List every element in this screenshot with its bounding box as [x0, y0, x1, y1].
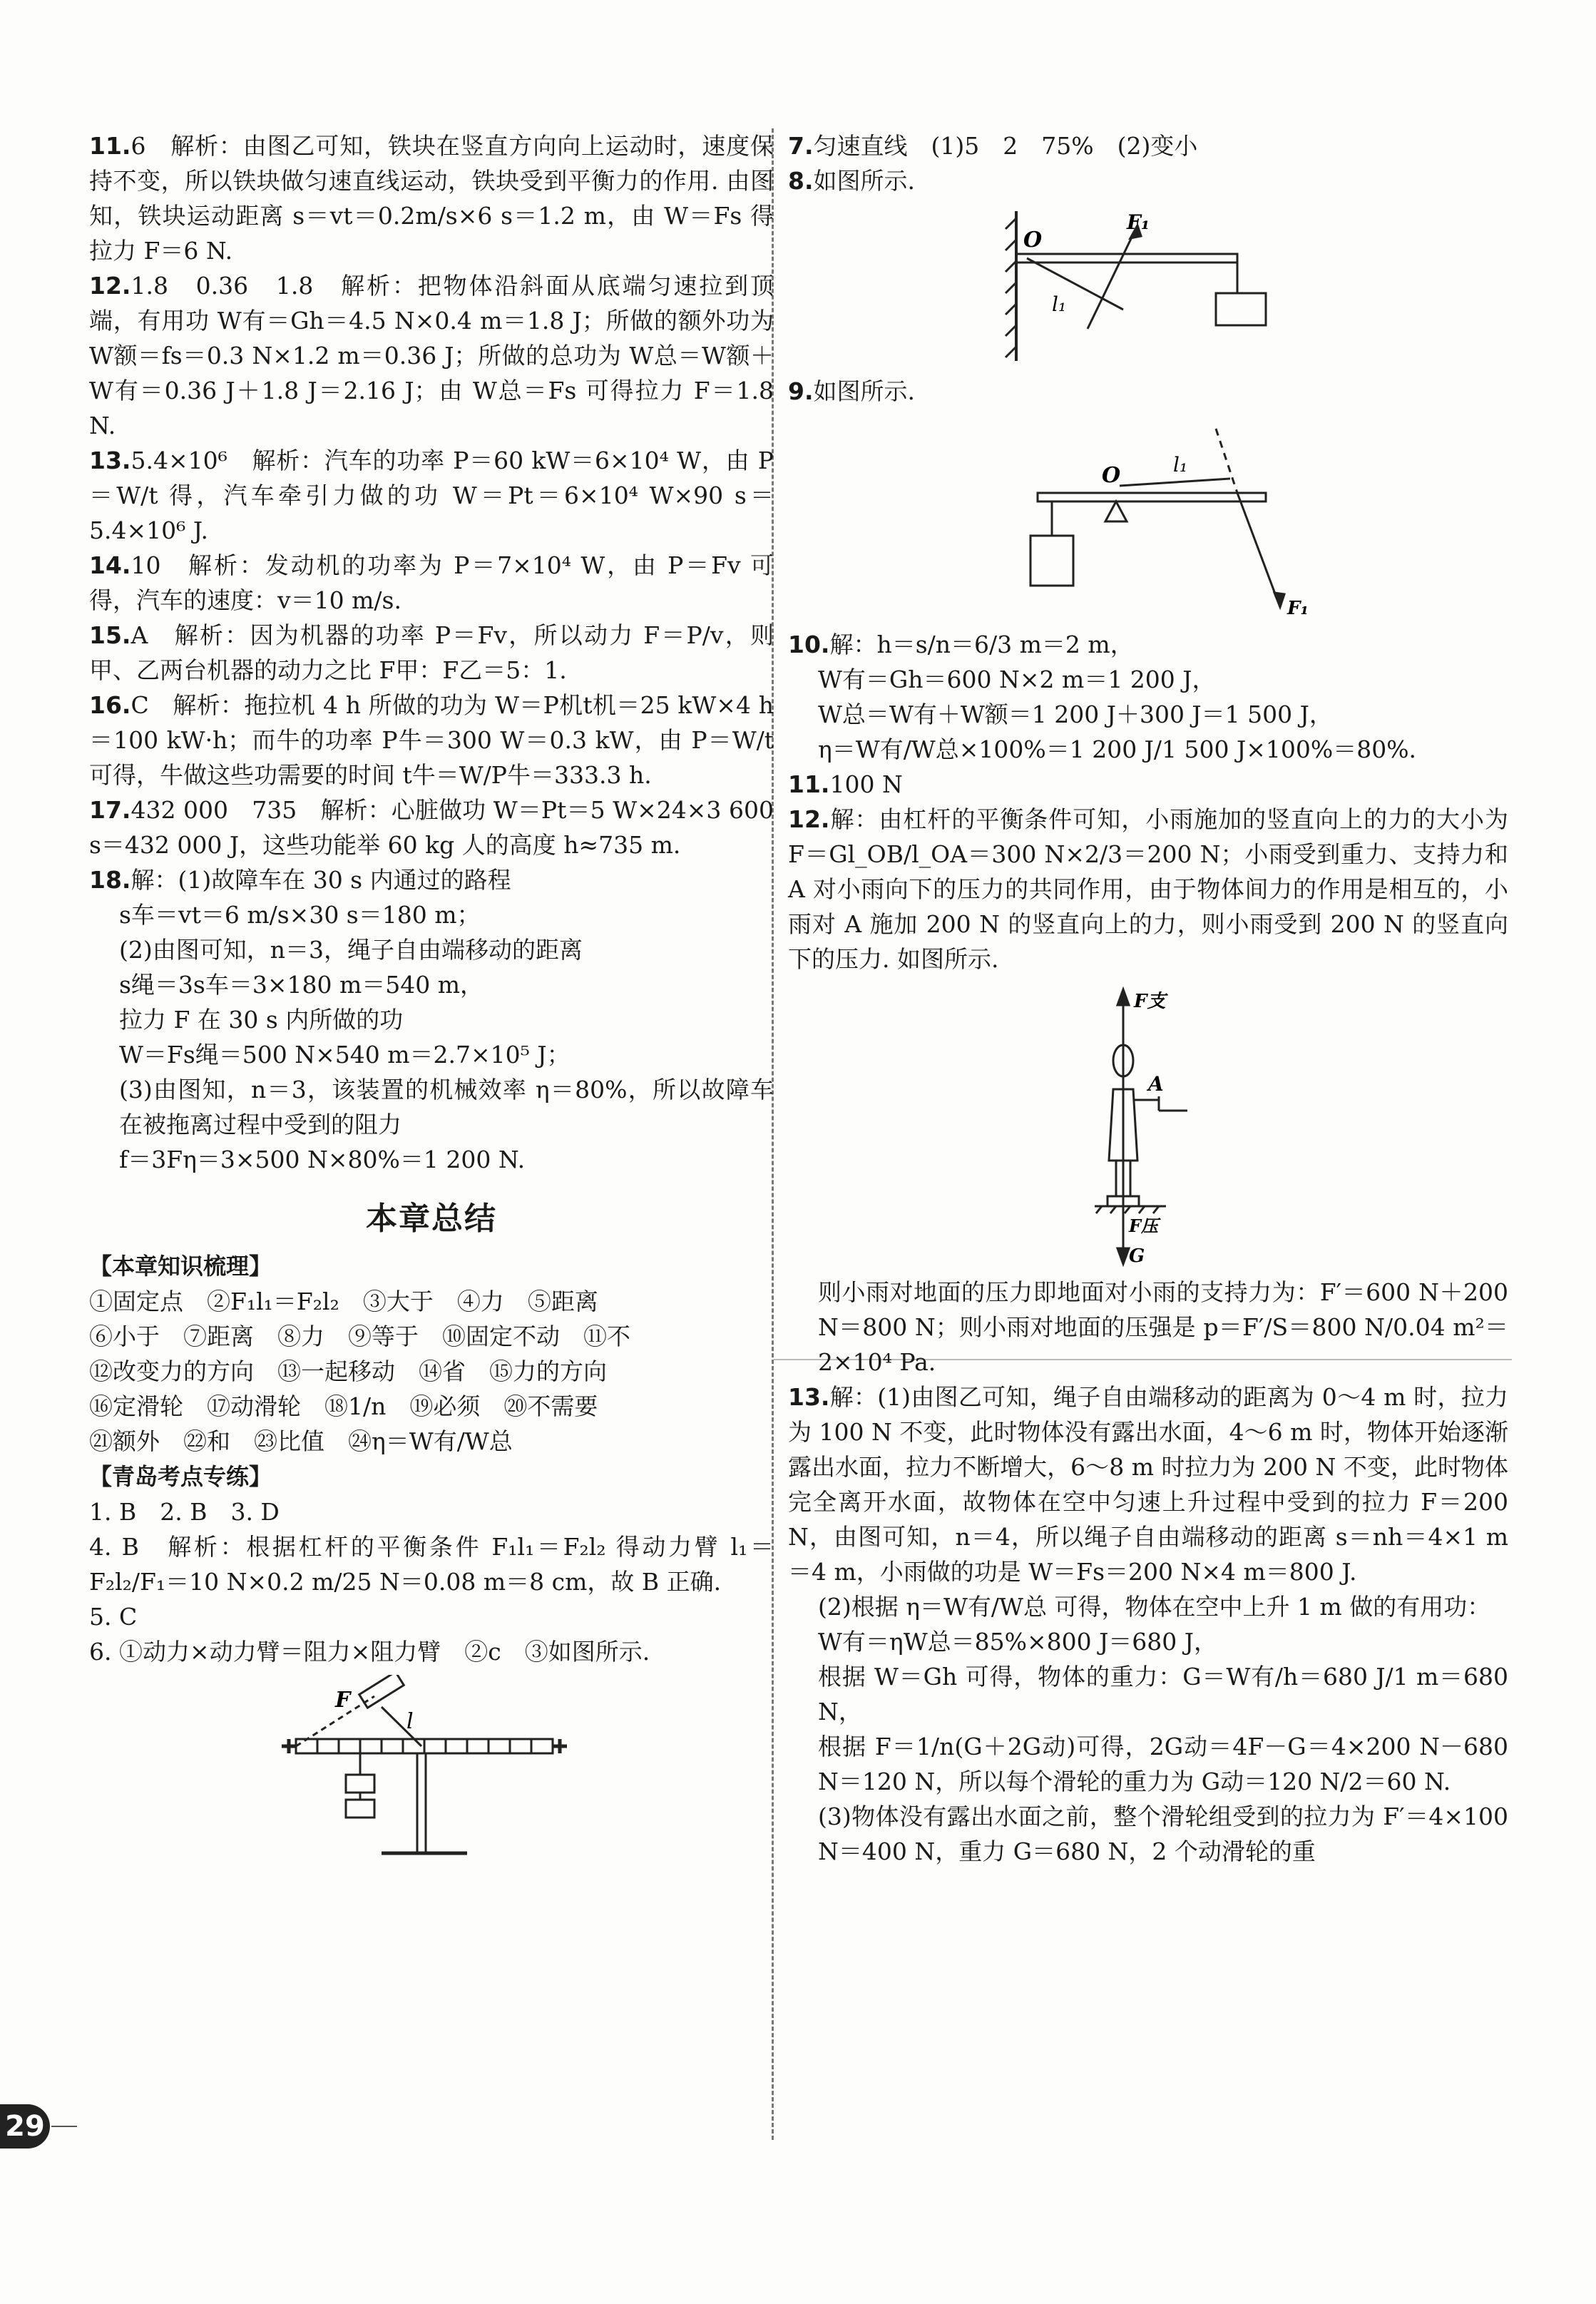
pressure-force-label: F压	[1129, 1215, 1159, 1236]
drill-item: 6. ①动力×动力臂＝阻力×阻力臂 ②c ③如图所示.	[89, 1638, 650, 1666]
page-number-line	[51, 2126, 77, 2127]
answer-text: 解：由杠杆的平衡条件可知，小雨施加的竖直向上的力的大小为 F＝Gl_OB/l_OA＝300 N×2/3＝200 N；小雨受到重力、支持力和 A 对小雨向下的压力的共同作用，由于物体间力的作用是相互的，小雨对 A 施加 200 N 的竖直向上的力，则小雨受到 200 N 的竖直向下的压力. 如图所示.	[788, 805, 1508, 973]
answer-text: 匀速直线 (1)5 2 75% (2)变小	[813, 132, 1198, 160]
answer-line: 解：h＝s/n＝6/3 m＝2 m，	[829, 631, 1134, 658]
page-number: 29	[0, 2104, 50, 2148]
answer-line: W＝Fs绳＝500 N×540 m＝2.7×10⁵ J；	[119, 1041, 571, 1069]
drill-item: 5. C	[89, 1603, 138, 1631]
point-a-label: A	[1148, 1072, 1164, 1096]
answer-18	[89, 862, 774, 1177]
question-number: 11.	[89, 132, 131, 160]
answer-line: 解：(1)由图乙可知，绳子自由端移动的距离为 0～4 m 时，拉力为 100 N 不变，此时物体没有露出水面，4～6 m 时，物体开始逐渐露出水面，拉力不断增大，6～8 m 时拉力为 200 N 不变，此时物体完全离开水面，故物体在空中匀速上升过程中受到的拉力 F＝200 N，由图可知，n＝4，所以绳子自由端移动的距离 s＝nh＝4×1 m＝4 m，小雨做的功是 W＝Fs＝200 N×4 m＝800 J.	[788, 1383, 1509, 1586]
answer-item	[89, 548, 774, 618]
answer-text: 432 000 735 解析：心脏做功 W＝Pt＝5 W×24×3 600 s＝432 000 J，这些功能举 60 kg 人的高度 h≈735 m.	[89, 796, 774, 859]
answer-13	[788, 1380, 1508, 1869]
answer-line: 根据 F＝1/n(G＋2G动)可得，2G动＝4F－G＝4×200 N－680 N＝120 N，所以每个滑轮的重力为 G动＝120 N/2＝60 N.	[818, 1733, 1508, 1795]
answer-line: (3)物体没有露出水面之前，整个滑轮组受到的拉力为 F′＝4×100 N＝400 N，重力 G＝680 N，2 个动滑轮的重	[818, 1803, 1508, 1865]
force-label: F₁	[1127, 210, 1150, 234]
question-number: 7.	[788, 132, 814, 160]
question-number: 13.	[89, 447, 131, 474]
question-number: 17.	[89, 796, 131, 824]
drill-item: 1. B 2. B 3. D	[89, 1498, 280, 1526]
question-number: 16.	[89, 691, 131, 719]
pivot-label: O	[1023, 228, 1043, 253]
answer-item	[89, 688, 774, 792]
drill-section-title: 【青岛考点专练】	[89, 1463, 272, 1490]
answer-line: (2)根据 η＝W有/W总 可得，物体在空中上升 1 m 做的有用功：	[818, 1593, 1491, 1621]
answer-item	[89, 128, 774, 268]
answer-text: 则小雨对地面的压力即地面对小雨的支持力为：F′＝600 N＋200 N＝800 N；则小雨对地面的压强是 p＝F′/S＝800 N/0.04 m²＝2×10⁴ Pa.	[818, 1278, 1508, 1376]
answer-line: (2)由图可知，n＝3，绳子自由端移动的距离	[119, 936, 583, 964]
answer-line: s车＝vt＝6 m/s×30 s＝180 m；	[119, 901, 481, 929]
question-number: 14.	[89, 551, 131, 579]
answer-line: 拉力 F 在 30 s 内所做的功	[119, 1006, 404, 1034]
question-number: 15.	[89, 621, 131, 649]
answer-line: W总＝W有＋W额＝1 200 J＋300 J＝1 500 J，	[818, 700, 1333, 728]
chapter-title: 本章总结	[366, 1201, 497, 1237]
answer-text: 如图所示.	[813, 377, 915, 405]
knowledge-section-title: 【本章知识梳理】	[89, 1253, 272, 1280]
answer-line: s绳＝3s车＝3×180 m＝540 m，	[119, 971, 484, 999]
answer-line: W有＝ηW总＝85%×800 J＝680 J，	[818, 1628, 1218, 1656]
knowledge-line: ㉑额外 ㉒和 ㉓比值 ㉔η＝W有/W总	[89, 1427, 513, 1455]
force-label: F₁	[1287, 598, 1309, 619]
question-number: 11.	[788, 770, 830, 798]
answer-10	[788, 627, 1508, 767]
answer-item	[89, 618, 774, 688]
pivot-label: O	[1102, 463, 1121, 488]
knowledge-line: ⑯定滑轮 ⑰动滑轮 ⑱1/n ⑲必须 ⑳不需要	[89, 1392, 598, 1420]
right-column	[788, 128, 1508, 1869]
question-number: 18.	[89, 866, 131, 894]
arm-label: l₁	[1052, 292, 1067, 316]
answer-item	[89, 443, 774, 548]
force-diagram-q12	[1052, 982, 1266, 1268]
answer-text: A 解析：因为机器的功率 P＝Fv，所以动力 F＝P/v，则甲、乙两台机器的动力之比 F甲：F乙＝5：1.	[89, 621, 774, 684]
knowledge-line: ①固定点 ②F₁l₁＝F₂l₂ ③大于 ④力 ⑤距离	[89, 1288, 598, 1315]
answer-text: 100 N	[829, 770, 903, 798]
drill-list	[89, 1494, 774, 1669]
lever-diagram-q9	[1023, 414, 1337, 621]
answer-item	[89, 792, 774, 862]
answer-text: 如图所示.	[813, 167, 915, 195]
left-column	[89, 128, 774, 1866]
question-number: 8.	[788, 167, 814, 195]
arm-label: l₁	[1173, 453, 1188, 476]
force-label: F	[335, 1688, 351, 1713]
knowledge-line: ⑫改变力的方向 ⑬一起移动 ⑭省 ⑮力的方向	[89, 1357, 607, 1385]
answers-11-17	[89, 128, 774, 862]
answer-line: W有＝Gh＝600 N×2 m＝1 200 J，	[818, 666, 1216, 693]
answer-text: 10 解析：发动机的功率为 P＝7×10⁴ W，由 P＝Fv 可得，汽车的速度：v＝10 m/s.	[89, 551, 774, 614]
question-number: 12.	[788, 805, 830, 833]
answer-line: 根据 W＝Gh 可得，物体的重力：G＝W有/h＝680 J/1 m＝680 N，	[818, 1663, 1508, 1726]
answer-line: (3)由图知，n＝3，该装置的机械效率 η＝80%，所以故障车在被拖离过程中受到的阻力	[119, 1076, 774, 1138]
answer-line: η＝W有/W总×100%＝1 200 J/1 500 J×100%＝80%.	[818, 735, 1417, 763]
answer-line: f＝3Fη＝3×500 N×80%＝1 200 N.	[119, 1146, 526, 1173]
question-number: 10.	[788, 631, 830, 658]
knowledge-line: ⑥小于 ⑦距离 ⑧力 ⑨等于 ⑩固定不动 ⑪不	[89, 1322, 630, 1350]
lever-diagram-q8	[995, 204, 1294, 368]
answer-text: C 解析：拖拉机 4 h 所做的功为 W＝P机t机＝25 kW×4 h＝100 kW·h；而牛的功率 P牛＝300 W＝0.3 kW，由 P＝W/t 可得，牛做这些功需要的时间 t牛＝W/P牛＝333.3 h.	[89, 691, 774, 789]
question-number: 13.	[788, 1383, 830, 1411]
question-number: 12.	[89, 272, 131, 300]
answer-text: 5.4×10⁶ 解析：汽车的功率 P＝60 kW＝6×10⁴ W，由 P＝W/t 得，汽车牵引力做的功 W＝Pt＝6×10⁴ W×90 s＝5.4×10⁶ J.	[89, 447, 774, 544]
question-number: 9.	[788, 377, 814, 405]
lever-diagram-q6	[275, 1675, 645, 1860]
answer-line: 解：(1)故障车在 30 s 内通过的路程	[131, 866, 511, 894]
gravity-label: G	[1129, 1245, 1145, 1267]
knowledge-list	[89, 1284, 774, 1459]
drill-item: 4. B 解析：根据杠杆的平衡条件 F₁l₁＝F₂l₂ 得动力臂 l₁＝F₂l₂/F₁＝10 N×0.2 m/25 N＝0.08 m＝8 cm，故 B 正确.	[89, 1533, 774, 1596]
answer-item	[89, 268, 774, 443]
answer-text: 6 解析：由图乙可知，铁块在竖直方向向上运动时，速度保持不变，所以铁块做匀速直线运动，铁块受到平衡力的作用. 由图知，铁块运动距离 s＝vt＝0.2m/s×6 s＝1.2 m，由 W＝Fs 得拉力 F＝6 N.	[89, 132, 774, 265]
arm-label: l	[406, 1709, 414, 1734]
support-force-label: F支	[1134, 991, 1166, 1012]
answer-text: 1.8 0.36 1.8 解析：把物体沿斜面从底端匀速拉到顶端，有用功 W有＝Gh＝4.5 N×0.4 m＝1.8 J；所做的额外功为 W额＝fs＝0.3 N×1.2 m＝0.36 J；所做的总功为 W总＝W额＋W有＝0.36 J＋1.8 J＝2.16 J；由 W总＝Fs 可得拉力 F＝1.8 N.	[89, 272, 774, 439]
